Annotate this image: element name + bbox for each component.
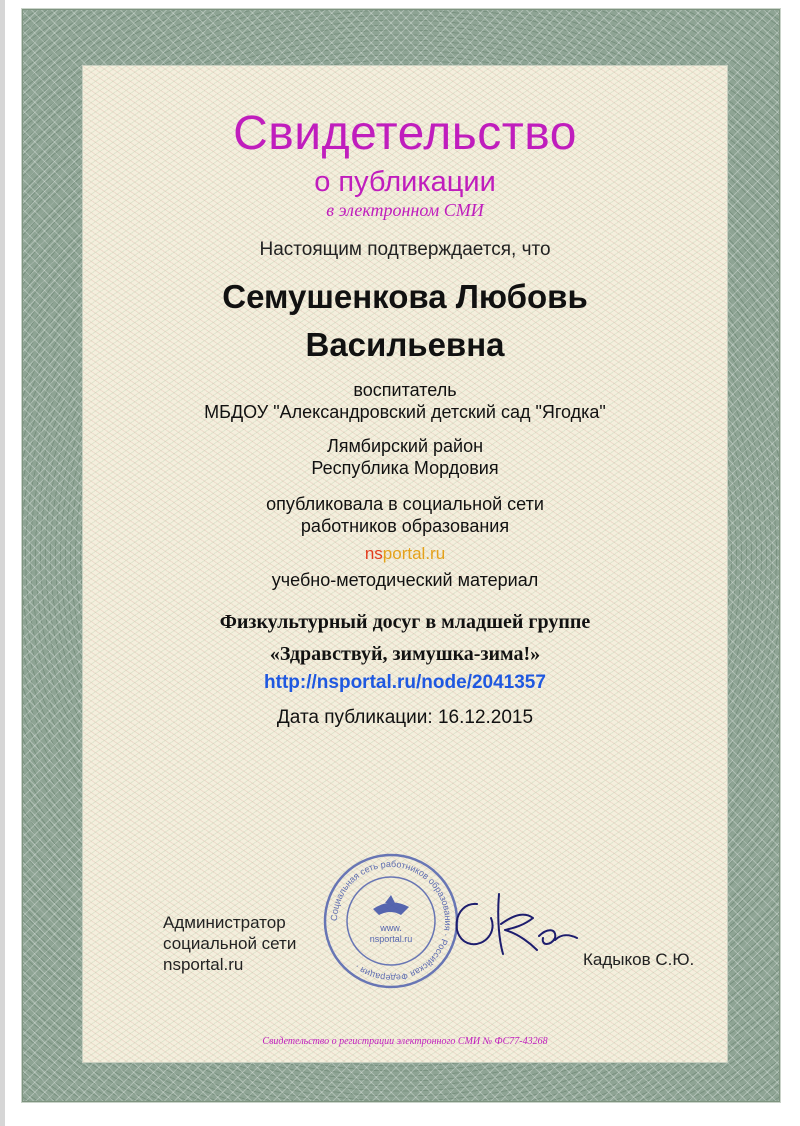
work-title-line1: Физкультурный досуг в младшей группе bbox=[219, 611, 591, 633]
site-name-rest: portal.ru bbox=[382, 544, 446, 563]
recipient-location-block bbox=[83, 435, 727, 479]
seal-center-site: nsportal.ru bbox=[369, 934, 413, 944]
seal-ring-text: Социальная сеть работников образования · Российская Федерация · bbox=[328, 858, 454, 984]
recipient-name-line2: Васильевна bbox=[305, 326, 505, 363]
publication-date: Дата публикации: 16.12.2015 bbox=[276, 707, 534, 728]
certificate-subtitle-media: в электронном СМИ bbox=[326, 200, 484, 220]
recipient-organization: МБДОУ "Александровский детский сад "Ягодка" bbox=[204, 402, 606, 422]
administrator-line2: социальной сети bbox=[163, 934, 297, 953]
publication-link[interactable]: http://nsportal.ru/node/2041357 bbox=[264, 672, 546, 693]
recipient-name bbox=[83, 273, 727, 369]
work-title bbox=[83, 606, 727, 670]
administrator-block bbox=[163, 912, 296, 975]
administrator-line3: nsportal.ru bbox=[163, 955, 244, 974]
recipient-district: Лямбирский район bbox=[326, 436, 484, 456]
material-type: учебно-методический материал bbox=[271, 570, 539, 590]
seal-logo-icon bbox=[373, 895, 409, 915]
published-line1: опубликовала в социальной сети bbox=[266, 494, 544, 514]
recipient-republic: Республика Мордовия bbox=[311, 458, 499, 478]
seal-outer-ring bbox=[325, 855, 457, 987]
seal-center-www: www. bbox=[380, 923, 402, 933]
work-title-line2: «Здравствуй, зимушка-зима!» bbox=[269, 643, 541, 665]
recipient-position: воспитатель bbox=[353, 380, 457, 400]
published-block bbox=[83, 493, 727, 537]
certificate-subtitle: о публикации bbox=[314, 166, 496, 198]
recipient-position-block bbox=[83, 379, 727, 423]
publication-link-wrapper bbox=[83, 672, 727, 694]
page-left-edge bbox=[0, 0, 5, 1126]
certificate-body bbox=[83, 66, 727, 1062]
site-name bbox=[83, 544, 727, 564]
official-seal-stamp bbox=[321, 851, 461, 991]
administrator-line1: Администратор bbox=[163, 913, 286, 932]
confirmation-text: Настоящим подтверждается, что bbox=[259, 239, 551, 260]
certificate-frame bbox=[22, 9, 780, 1102]
signer-name: Кадыков С.Ю. bbox=[583, 950, 695, 969]
registration-number: Свидетельство о регистрации электронного СМИ № ФС77-43268 bbox=[262, 1036, 548, 1047]
published-line2: работников образования bbox=[300, 516, 510, 536]
seal-inner-ring bbox=[347, 877, 435, 965]
handwritten-signature bbox=[443, 888, 583, 958]
site-name-ns: ns bbox=[364, 544, 383, 563]
certificate-title: Свидетельство bbox=[233, 107, 577, 160]
recipient-name-line1: Семушенкова Любовь bbox=[222, 278, 588, 315]
